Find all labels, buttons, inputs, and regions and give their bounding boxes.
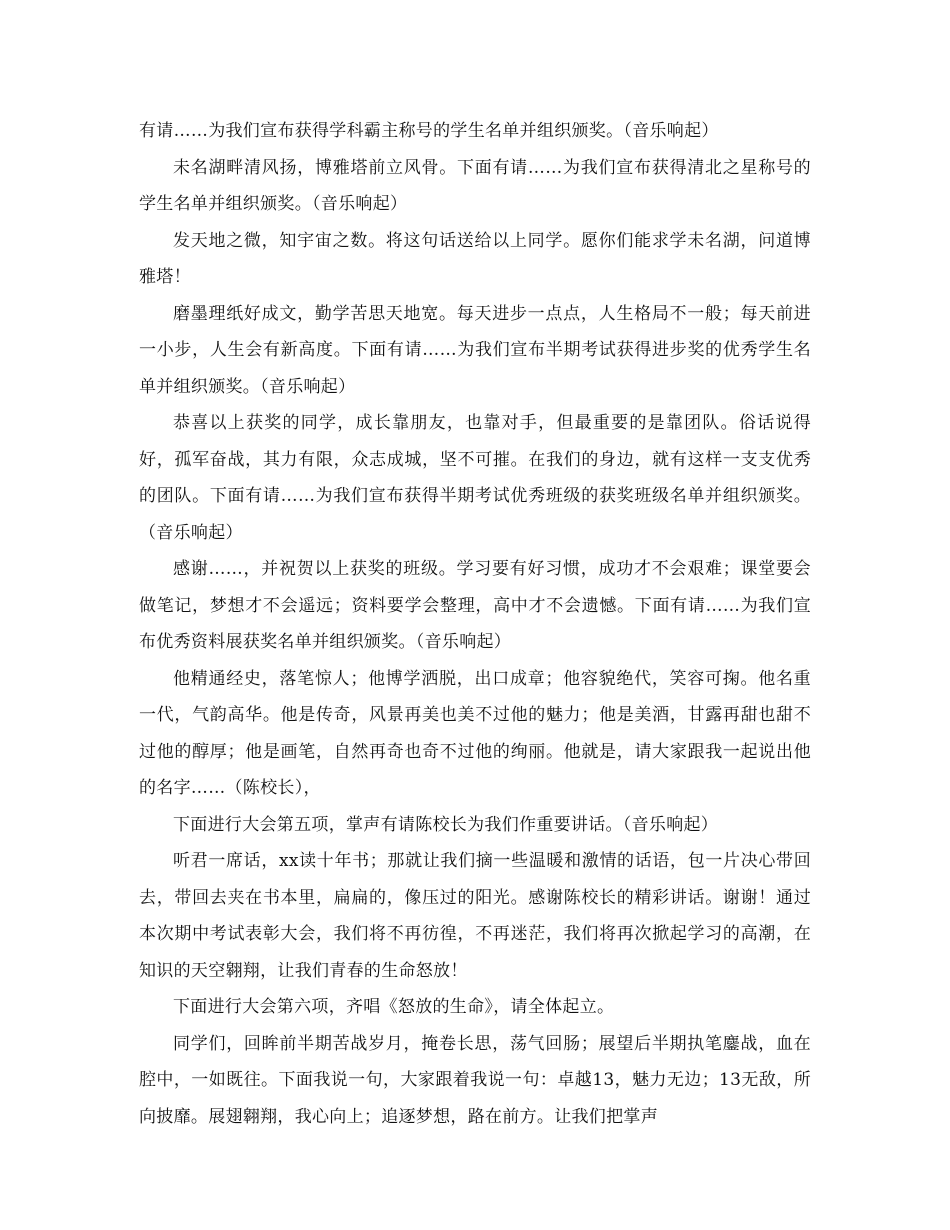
paragraph-7: 他精通经史，落笔惊人；他博学洒脱，出口成章；他容貌绝代，笑容可掬。他名重一代，气韵高华。他是传奇，风景再美也美不过他的魅力；他是美酒，甘露再甜也甜不过他的醇厚；他是画笔，自然再奇也奇不过他的绚丽。他就是，请大家跟我一起说出他的名字……（陈校长）， [139, 668, 811, 798]
paragraph-10: 下面进行大会第六项，齐唱《怒放的生命》，请全体起立。 [173, 997, 615, 1017]
paragraph-3: 发天地之微，知宇宙之数。将这句话送给以上同学。愿你们能求学未名湖，问道博雅塔！ [139, 230, 811, 287]
paragraph-2: 未名湖畔清风扬，博雅塔前立风骨。下面有请……为我们宣布获得清北之星称号的学生名单并组织颁奖。（音乐响起） [139, 157, 811, 214]
paragraph-5: 恭喜以上获奖的同学，成长靠朋友，也靠对手，但最重要的是靠团队。俗话说得好，孤军奋战，其力有限，众志成城，坚不可摧。在我们的身边，就有这样一支支优秀的团队。下面有请……为我们宣布获得半期考试优秀班级的获奖班级名单并组织颁奖。（音乐响起） [139, 413, 811, 543]
paragraph-1: 有请……为我们宣布获得学科霸主称号的学生名单并组织颁奖。（音乐响起） [139, 121, 719, 141]
paragraph-11: 同学们，回眸前半期苦战岁月，掩卷长思，荡气回肠；展望后半期执笔鏖战，血在腔中，一如既往。下面我说一句，大家跟着我说一句：卓越13，魅力无边；13无敌，所向披靡。展翅翱翔，我心向上；追逐梦想，路在前方。让我们把掌声 [139, 1033, 811, 1127]
paragraph-6: 感谢……，并祝贺以上获奖的班级。学习要有好习惯，成功才不会艰难；课堂要会做笔记，梦想才不会遥远；资料要学会整理，高中才不会遗憾。下面有请……为我们宣布优秀资料展获奖名单并组织颁奖。（音乐响起） [139, 559, 811, 652]
paragraph-8: 下面进行大会第五项，掌声有请陈校长为我们作重要讲话。（音乐响起） [173, 814, 719, 835]
paragraph-9: 听君一席话，xx读十年书；那就让我们摘一些温暖和激情的话语，包一片决心带回去，带回去夹在书本里，扁扁的，像压过的阳光。感谢陈校长的精彩讲话。谢谢！通过本次期中考试表彰大会，我们将不再彷徨，不再迷茫，我们将再次掀起学习的高潮，在知识的天空翱翔，让我们青春的生命怒放！ [139, 851, 811, 981]
paragraph-4: 磨墨理纸好成文，勤学苦思天地宽。每天进步一点点，人生格局不一般；每天前进一小步，人生会有新高度。下面有请……为我们宣布半期考试获得进步奖的优秀学生名单并组织颁奖。（音乐响起） [139, 303, 811, 397]
document-body [139, 113, 811, 1135]
